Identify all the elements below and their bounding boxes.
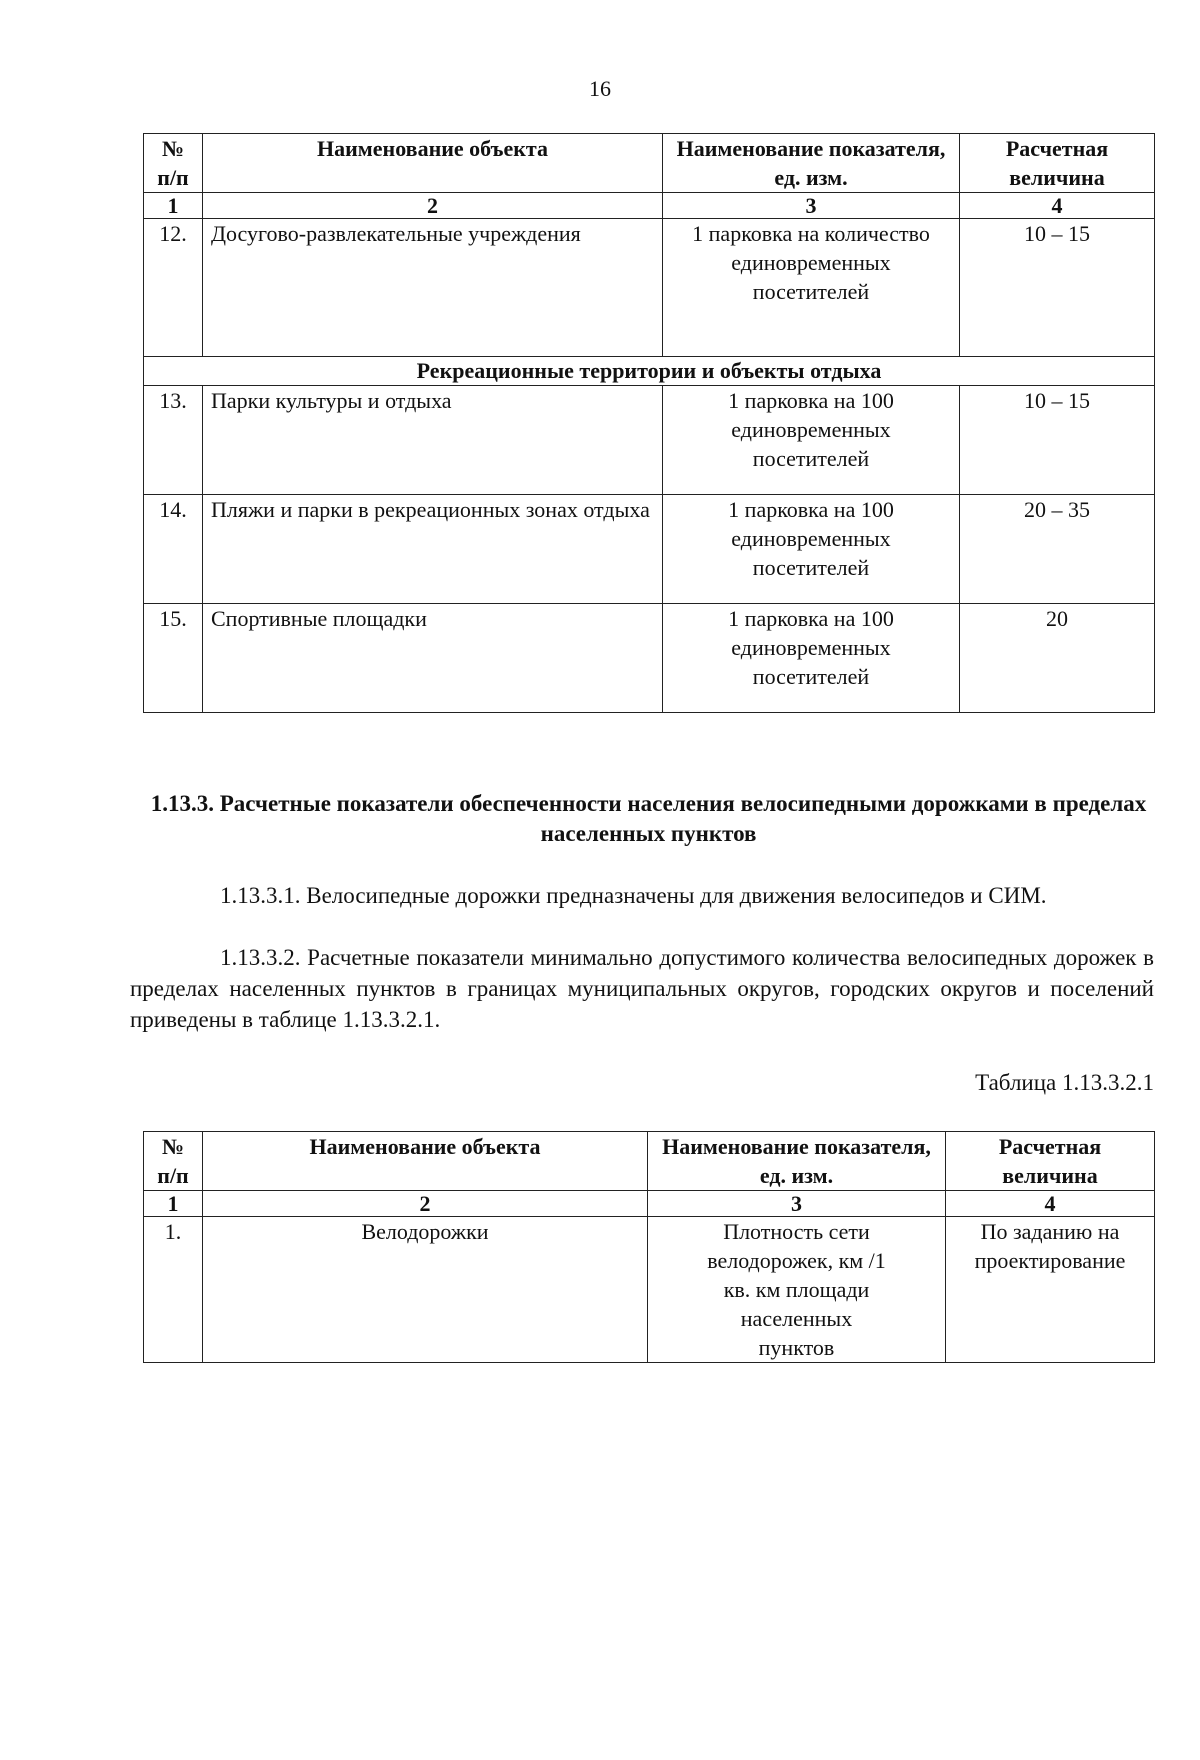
col-number: 4 (946, 1191, 1155, 1217)
col-number: 3 (648, 1191, 946, 1217)
row-indicator: Плотность сети велодорожек, км /1 кв. км площади населенных пунктов (648, 1217, 946, 1363)
table-row (144, 1217, 1155, 1363)
section-title: Рекреационные территории и объекты отдыха (144, 357, 1155, 386)
column-number-row (144, 193, 1155, 219)
row-indicator: 1 парковка на 100 единовременных посетителей (663, 604, 960, 713)
col-number: 2 (203, 193, 663, 219)
header-object: Наименование объекта (203, 1132, 648, 1191)
header-num: № п/п (144, 1132, 203, 1191)
table-header-row (144, 1132, 1155, 1191)
row-num: 12. (144, 219, 203, 357)
row-value: 20 (960, 604, 1155, 713)
col-number: 4 (960, 193, 1155, 219)
row-num: 15. (144, 604, 203, 713)
parking-table (143, 133, 1155, 713)
paragraph-2: 1.13.3.2. Расчетные показатели минимально допустимого количества велосипедных дорожек в пределах населенных пунктов в границах муниципальных округов, городских округов и поселений приведены в таблице 1.13.3.2.1. (130, 945, 1154, 1032)
bike-lanes-table (143, 1131, 1155, 1363)
row-value: 20 – 35 (960, 495, 1155, 604)
header-value: Расчетная величина (946, 1132, 1155, 1191)
col-number: 2 (203, 1191, 648, 1217)
row-num: 14. (144, 495, 203, 604)
row-value: 10 – 15 (960, 219, 1155, 357)
paragraph-1: 1.13.3.1. Велосипедные дорожки предназначены для движения велосипедов и СИМ. (220, 883, 1047, 908)
page-number: 16 (589, 76, 611, 101)
row-indicator: 1 парковка на 100 единовременных посетителей (663, 386, 960, 495)
row-value: По заданию на проектирование (946, 1217, 1155, 1363)
header-indicator: Наименование показателя, ед. изм. (648, 1132, 946, 1191)
row-object: Спортивные площадки (203, 604, 663, 713)
col-number: 3 (663, 193, 960, 219)
row-num: 1. (144, 1217, 203, 1363)
row-indicator: 1 парковка на количество единовременных посетителей (663, 219, 960, 357)
section-heading: 1.13.3. Расчетные показатели обеспеченности населения велосипедными дорожками в пределах населенных пунктов (150, 791, 1147, 846)
header-indicator: Наименование показателя, ед. изм. (663, 134, 960, 193)
table-header-row (144, 134, 1155, 193)
header-object: Наименование объекта (203, 134, 663, 193)
table-row (144, 495, 1155, 604)
col-number: 1 (144, 193, 203, 219)
header-value: Расчетная величина (960, 134, 1155, 193)
table-row (144, 386, 1155, 495)
row-object: Досугово-развлекательные учреждения (203, 219, 663, 357)
row-object: Парки культуры и отдыха (203, 386, 663, 495)
row-object: Пляжи и парки в рекреационных зонах отдыха (203, 495, 663, 604)
table-caption: Таблица 1.13.3.2.1 (975, 1070, 1154, 1095)
table-row (144, 604, 1155, 713)
table-row (144, 219, 1155, 357)
row-indicator: 1 парковка на 100 единовременных посетителей (663, 495, 960, 604)
row-value: 10 – 15 (960, 386, 1155, 495)
row-num: 13. (144, 386, 203, 495)
column-number-row (144, 1191, 1155, 1217)
header-num: № п/п (144, 134, 203, 193)
row-object: Велодорожки (203, 1217, 648, 1363)
section-row (144, 357, 1155, 386)
col-number: 1 (144, 1191, 203, 1217)
